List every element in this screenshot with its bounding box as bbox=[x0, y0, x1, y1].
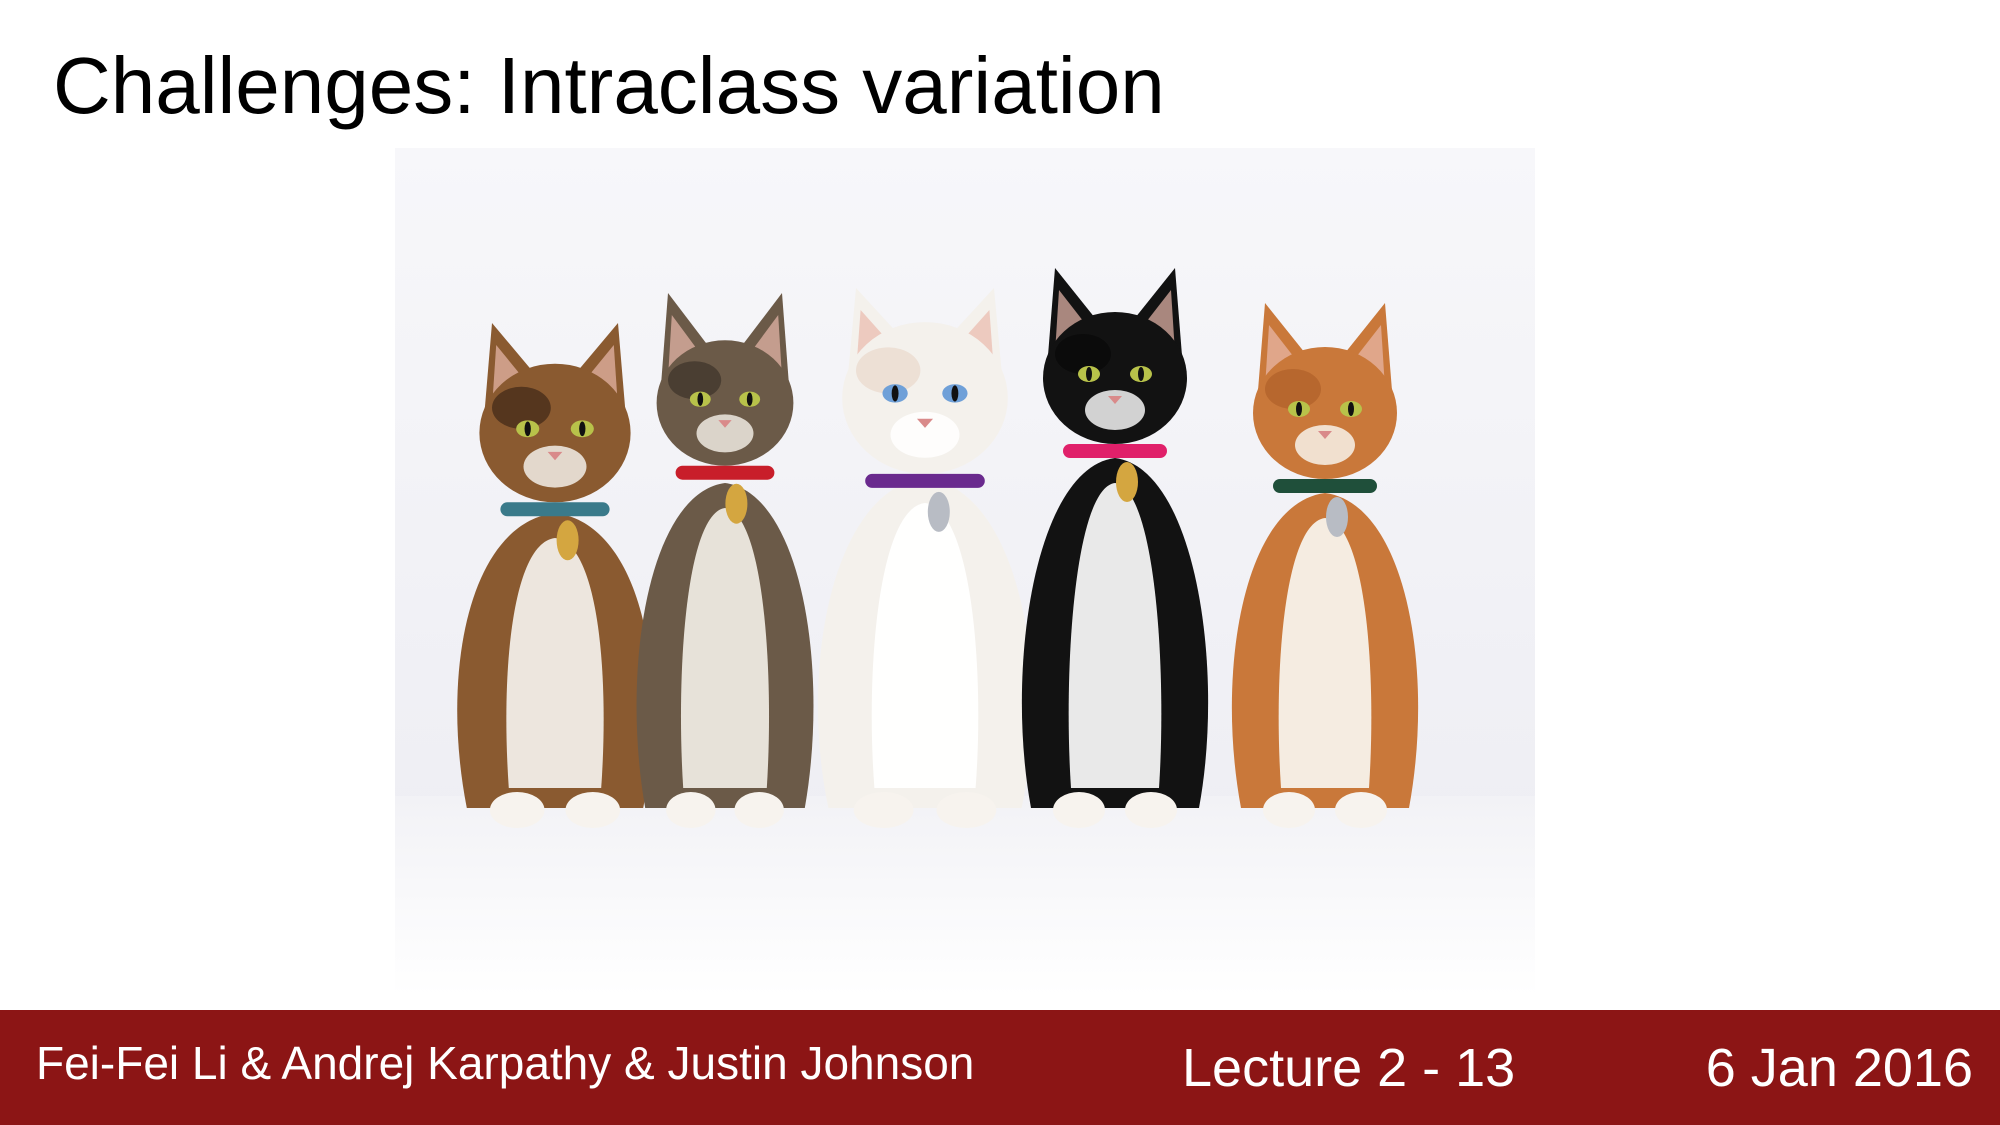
footer-date: 6 Jan 2016 bbox=[1705, 1038, 1973, 1098]
footer-authors: Fei-Fei Li & Andrej Karpathy & Justin Johnson bbox=[36, 1037, 975, 1089]
tabby-cat bbox=[637, 293, 814, 828]
white-cat bbox=[818, 288, 1032, 828]
calico-cat bbox=[457, 323, 653, 828]
slide-title: Challenges: Intraclass variation bbox=[53, 41, 1165, 130]
footer-bar bbox=[0, 1010, 2000, 1125]
black-white-cat bbox=[1022, 268, 1208, 828]
orange-tabby-cat bbox=[1232, 303, 1418, 828]
footer-lecture: Lecture 2 - 13 bbox=[1182, 1038, 1516, 1098]
cats-photo bbox=[395, 148, 1535, 996]
